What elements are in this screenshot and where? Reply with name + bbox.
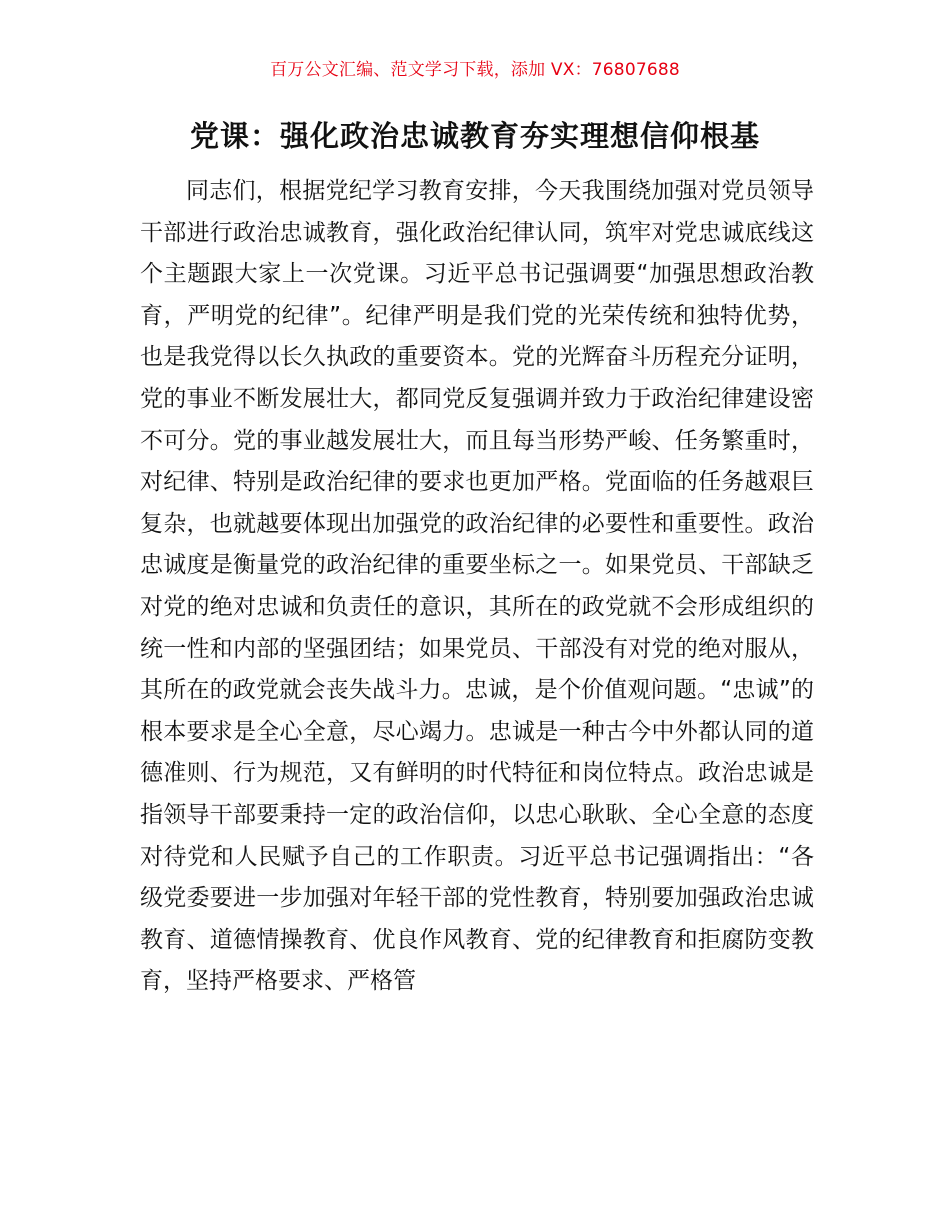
document-title: 党课：强化政治忠诚教育夯实理想信仰根基 <box>189 119 760 153</box>
promo-header: 百万公文汇编、范文学习下载，添加 VX：76807688 <box>270 60 680 80</box>
body-paragraph: 同志们，根据党纪学习教育安排，今天我围绕加强对党员领导干部进行政治忠诚教育，强化政治纪律认同，筑牢对党忠诚底线这个主题跟大家上一次党课。习近平总书记强调要“加强思想政治教育，严明党的纪律”。纪律严明是我们党的光荣传统和独特优势，也是我党得以长久执政的重要资本。党的光辉奋斗历程充分证明，党的事业不断发展壮大，都同党反复强调并致力于政治纪律建设密不可分。党的事业越发展壮大，而且每当形势严峻、任务繁重时，对纪律、特别是政治纪律的要求也更加严格。党面临的任务越艰巨复杂，也就越要体现出加强党的政治纪律的必要性和重要性。政治忠诚度是衡量党的政治纪律的重要坐标之一。如果党员、干部缺乏对党的绝对忠诚和负责任的意识，其所在的政党就不会形成组织的统一性和内部的坚强团结；如果党员、干部没有对党的绝对服从，其所在的政党就会丧失战斗力。忠诚，是个价值观问题。“忠诚”的根本要求是全心全意，尽心竭力。忠诚是一种古今中外都认同的道德准则、行为规范，又有鲜明的时代特征和岗位特点。政治忠诚是指领导干部要秉持一定的政治信仰，以忠心耿耿、全心全意的态度对待党和人民赋予自己的工作职责。习近平总书记强调指出：“各级党委要进一步加强对年轻干部的党性教育，特别要加强政治忠诚教育、道德情操教育、优良作风教育、党的纪律教育和拒腐防变教育，坚持严格要求、严格管 <box>140 178 814 995</box>
